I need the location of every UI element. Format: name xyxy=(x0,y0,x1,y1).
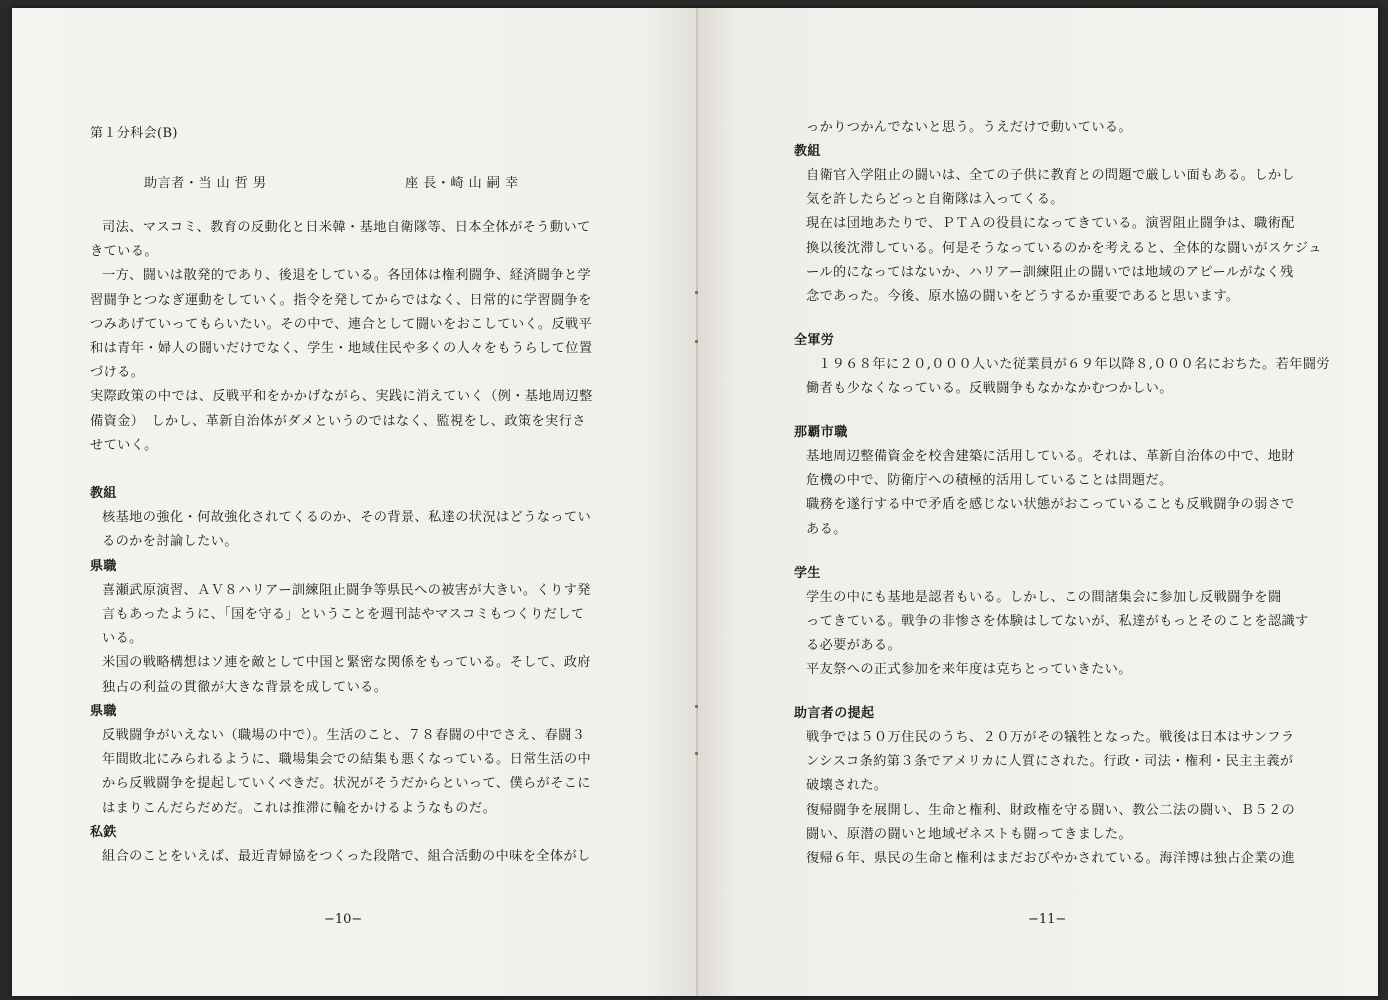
page-number-right: −11− xyxy=(1028,912,1067,927)
section-heading: 全軍労 xyxy=(794,332,835,348)
text-line: つみあげていってもらいたい。その中で、連合として闘いをおこしていく。反戦平 xyxy=(90,316,593,332)
text-line: 喜瀬武原演習、ＡＶ８ハリアー訓練阻止闘争等県民への被害が大きい。くりす発 xyxy=(102,582,591,598)
text-line: 念であった。今後、原水協の闘いをどうするか重要であると思います。 xyxy=(806,288,1240,304)
text-line: っかりつかんでないと思う。うえだけで動いている。 xyxy=(806,120,1133,135)
text-line: 復帰６年、県民の生命と権利はまだおびやかされている。海洋博は独占企業の進 xyxy=(806,850,1296,866)
section-heading: 県職 xyxy=(90,703,117,719)
text-line: はまりこんだらだめだ。これは推滞に輪をかけるようなものだ。 xyxy=(102,800,497,816)
text-line: 司法、マスコミ、教育の反動化と日米韓・基地自衛隊等、日本全体がそう動いて xyxy=(102,220,591,235)
text-line: 基地周辺整備資金を校舎建築に活用している。それは、革新自治体の中で、地財 xyxy=(806,449,1295,465)
text-line: 職務を遂行する中で矛盾を感じない状態がおこっていることも反戦闘争の弱さで xyxy=(806,497,1295,513)
text-line: ある。 xyxy=(806,521,847,537)
text-line: 反戦闘争がいえない（職場の中で）。生活のこと、７８春闘の中でさえ、春闘３ xyxy=(102,728,586,743)
text-line: 自衛官入学阻止の闘いは、全ての子供に教育との問題で厳しい面もある。しかし xyxy=(806,168,1296,184)
text-line: １９６８年に２０,０００人いた従業員が６９年以降８,０００名におちた。若年闘労 xyxy=(818,356,1330,372)
text-line: 現在は団地あたりで、ＰＴＡの役員になってきている。演習阻止闘争は、職術配 xyxy=(806,216,1295,232)
text-line: 気を許したらどっと自衛隊は入ってくる。 xyxy=(806,192,1064,208)
section-heading: 学生 xyxy=(794,565,821,581)
section-title: 第１分科会(B) xyxy=(90,126,178,141)
text-line: 実際政策の中では、反戦平和をかかげながら、実践に消えていく（例・基地周辺整 xyxy=(90,389,593,405)
left-page xyxy=(12,8,698,996)
section-heading: 教組 xyxy=(90,486,117,501)
text-line: 平友祭への正式参加を来年度は克ちとっていきたい。 xyxy=(806,662,1132,677)
text-line: 学生の中にも基地是認者もいる。しかし、この間諸集会に参加し反戦闘争を闘 xyxy=(806,589,1282,605)
chair-name: 座 長・崎 山 嗣 幸 xyxy=(405,176,519,191)
text-line: 闘い、原潜の闘いと地域ゼネストも闘ってきました。 xyxy=(806,826,1133,842)
text-line: づける。 xyxy=(90,365,145,381)
text-line: 危機の中で、防衛庁への積極的活用していることは問題だ。 xyxy=(806,473,1173,489)
section-heading: 助言者の提起 xyxy=(794,706,875,722)
text-line: きている。 xyxy=(90,244,158,260)
right-page xyxy=(698,8,1378,996)
text-line: るのかを討論したい。 xyxy=(102,534,238,550)
text-line: せていく。 xyxy=(90,437,158,453)
text-line: る必要がある。 xyxy=(806,637,902,653)
text-line: 年間敗北にみられるように、職場集会での結集も悪くなっている。日常生活の中 xyxy=(102,752,592,768)
text-line: 破壊された。 xyxy=(806,778,888,794)
text-line: いる。 xyxy=(102,631,143,647)
section-heading: 教組 xyxy=(794,144,821,160)
page-number-left: −10− xyxy=(324,912,363,927)
section-heading: 私鉄 xyxy=(90,824,117,840)
text-line: 習闘争とつなぎ運動をしていく。指令を発してからではなく、日常的に学習闘争を xyxy=(90,292,592,308)
book-spread xyxy=(12,8,1378,996)
text-line: 米国の戦略構想はソ連を敵として中国と緊密な関係をもっている。そして、政府 xyxy=(102,655,591,671)
text-line: ってきている。戦争の非惨さを体験はしてないが、私達がもっとそのことを認識す xyxy=(806,613,1309,629)
text-line: 換以後沈滞している。何是そうなっているのかを考えると、全体的な闘いがスケジュ xyxy=(806,240,1322,256)
text-line: 核基地の強化・何故強化されてくるのか、その背景、私達の状況はどうなってい xyxy=(102,510,592,526)
text-line: 働者も少なくなっている。反戦闘争もなかなかむつかしい。 xyxy=(806,381,1173,396)
advisor-name: 助言者・当 山 哲 男 xyxy=(144,176,267,191)
section-heading: 那覇市職 xyxy=(794,425,848,441)
text-line: ンシスコ条約第３条でアメリカに人質にされた。行政・司法・権利・民主主義が xyxy=(806,754,1294,770)
text-line: ール的になってはないか、ハリアー訓練阻止の闘いでは地域のアピールがなく残 xyxy=(806,264,1294,280)
text-line: 備資金） しかし、革新自治体がダメというのではなく、監視をし、政策を実行さ xyxy=(90,413,586,429)
text-line: 戦争では５０万住民のうち、２０万がその犠牲となった。戦後は日本はサンフラ xyxy=(806,730,1295,746)
text-line: 独占の利益の貫徹が大きな背景を成している。 xyxy=(102,679,388,695)
text-line: 復帰闘争を展開し、生命と権利、財政権を守る闘い、教公二法の闘い、Ｂ５２の xyxy=(806,802,1296,818)
text-line: 組合のことをいえば、最近青婦協をつくった段階で、組合活動の中味を全体がし xyxy=(102,849,591,864)
text-line: 一方、闘いは散発的であり、後退をしている。各団体は権利闘争、経済闘争と学 xyxy=(102,268,592,284)
text-line: 言もあったように、「国を守る」ということを週刊誌やマスコミもつくりだして xyxy=(102,607,585,622)
text-line: から反戦闘争を提起していくべきだ。状況がそうだからといって、僕らがそこに xyxy=(102,776,591,792)
section-heading: 県職 xyxy=(90,558,117,574)
text-line: 和は青年・婦人の闘いだけでなく、学生・地域住民や多くの人々をもうらして位置 xyxy=(90,341,593,356)
